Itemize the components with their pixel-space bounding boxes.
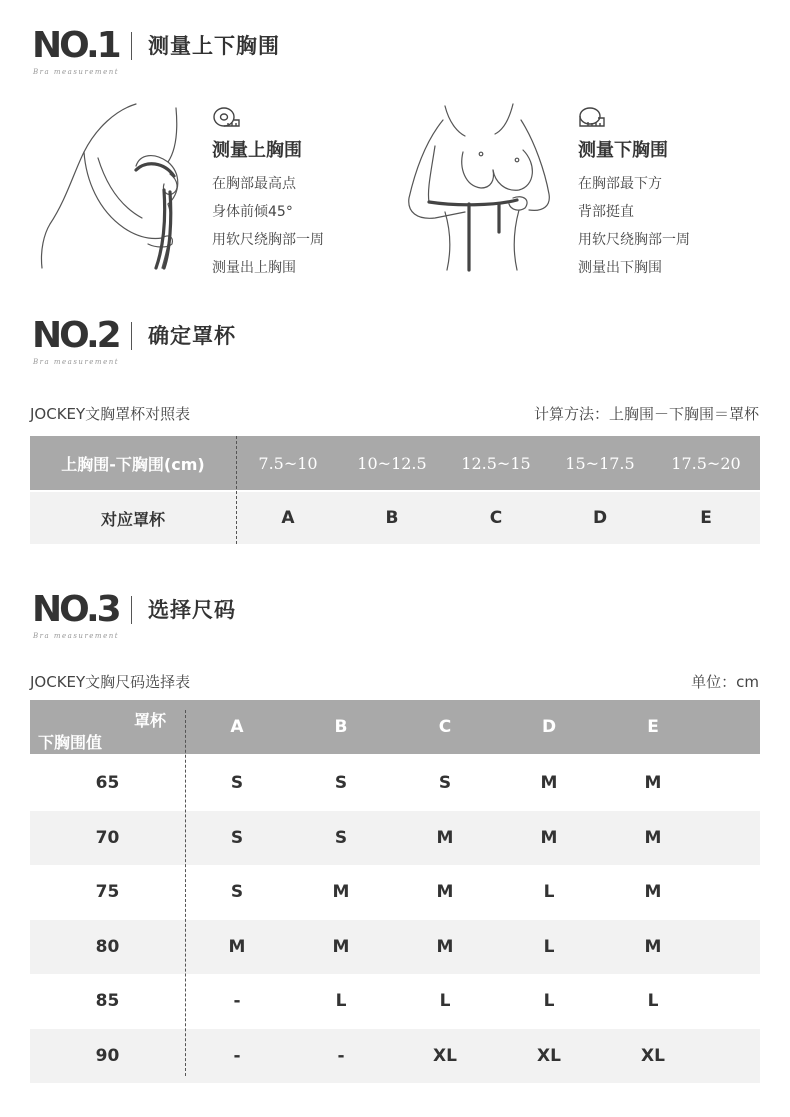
- size-cell: L: [439, 991, 451, 1011]
- size-table-caption: JOCKEY文胸尺码选择表: [30, 673, 191, 691]
- cup-column-header: E: [647, 717, 659, 737]
- section-number: NO.2: [32, 315, 119, 356]
- size-cell: L: [335, 991, 347, 1011]
- size-cell: M: [644, 827, 662, 848]
- size-table-row: [30, 1029, 760, 1083]
- size-cell: L: [543, 936, 555, 957]
- cup-column-header: C: [438, 717, 452, 737]
- band-value-cell: 75: [95, 882, 120, 902]
- section-number: NO.1: [32, 25, 119, 66]
- size-cell: XL: [433, 1045, 457, 1066]
- cup-cell: D: [592, 508, 608, 528]
- size-cell: L: [647, 991, 659, 1011]
- size-cell: M: [436, 827, 454, 848]
- cup-column-header: B: [334, 717, 348, 737]
- size-table-row: [30, 865, 760, 919]
- size-cell: M: [436, 882, 454, 902]
- cup-table-header-row: [30, 436, 760, 490]
- size-cell: S: [334, 773, 348, 793]
- band-value-cell: 65: [95, 773, 120, 793]
- size-cell: -: [337, 1045, 345, 1066]
- size-cell: M: [332, 882, 350, 902]
- cup-cell: B: [385, 508, 399, 528]
- size-table-divider: [185, 710, 186, 1076]
- size-cell: M: [644, 773, 662, 793]
- range-cell: 17.5~20: [671, 453, 741, 473]
- size-cell: M: [228, 936, 246, 957]
- section-3-header: [0, 588, 790, 668]
- size-table-unit: 单位：cm: [691, 673, 759, 691]
- cup-column-header: D: [541, 717, 557, 737]
- instruction-line: 测量出上胸围: [212, 260, 296, 276]
- size-cell: L: [543, 991, 555, 1011]
- cup-row-label: 对应罩杯: [100, 509, 165, 529]
- cup-cell: A: [281, 508, 295, 528]
- upper-bust-instructions: [212, 106, 324, 282]
- size-cell: S: [230, 882, 244, 902]
- cup-table-caption: JOCKEY文胸罩杯对照表: [30, 405, 191, 423]
- upper-bust-illustration: [36, 100, 186, 272]
- section-title: 确定罩杯: [148, 324, 236, 348]
- range-cell: 10~12.5: [357, 453, 427, 473]
- size-cell: XL: [537, 1045, 561, 1066]
- range-cell: 7.5~10: [258, 453, 318, 473]
- cup-header-label: 上胸围-下胸围(cm): [61, 454, 205, 474]
- size-table-row: [30, 974, 760, 1028]
- divider: [131, 596, 132, 624]
- section-number: NO.3: [32, 589, 119, 630]
- instruction-line: 用软尺绕胸部一周: [578, 232, 690, 248]
- size-cell: -: [233, 1045, 241, 1066]
- size-cell: -: [233, 991, 241, 1011]
- lower-bust-title: 测量下胸围: [578, 140, 668, 161]
- size-cell: M: [332, 936, 350, 957]
- band-value-cell: 85: [95, 991, 120, 1011]
- size-cell: S: [438, 773, 452, 793]
- tape-measure-icon: [578, 106, 608, 132]
- size-table-row: [30, 756, 760, 810]
- section-subtitle: Bra measurement: [33, 68, 120, 76]
- range-cell: 12.5~15: [461, 453, 531, 473]
- section-subtitle: Bra measurement: [33, 358, 120, 366]
- instruction-line: 在胸部最下方: [578, 176, 662, 192]
- lower-bust-instructions: [578, 106, 690, 282]
- range-cell: 15~17.5: [565, 453, 635, 473]
- size-cell: L: [543, 882, 555, 902]
- section-title: 选择尺码: [148, 598, 236, 622]
- cup-formula: 计算方法：上胸围－下胸围＝罩杯: [533, 405, 759, 423]
- divider: [131, 322, 132, 350]
- size-table-header-row: [30, 700, 760, 754]
- instruction-line: 身体前倾45°: [212, 204, 293, 220]
- lower-bust-illustration: [405, 102, 555, 272]
- cup-table-row: [30, 492, 760, 544]
- size-cell: M: [644, 936, 662, 957]
- size-cell: M: [540, 827, 558, 848]
- size-corner-cell: [30, 700, 185, 754]
- section-2-header: [0, 314, 790, 394]
- instruction-line: 背部挺直: [578, 204, 634, 220]
- instruction-line: 测量出下胸围: [578, 260, 662, 276]
- band-value-cell: 80: [95, 936, 120, 957]
- size-cell: S: [230, 773, 244, 793]
- upper-bust-title: 测量上胸围: [212, 140, 302, 161]
- corner-cup-label: 罩杯: [134, 711, 167, 730]
- size-table-row: [30, 811, 760, 865]
- tape-measure-icon: [212, 106, 242, 132]
- cup-table-divider: [236, 436, 237, 544]
- size-cell: M: [540, 773, 558, 793]
- band-value-cell: 90: [95, 1045, 120, 1066]
- cup-cell: E: [700, 508, 712, 528]
- size-cell: S: [230, 827, 244, 848]
- section-subtitle: Bra measurement: [33, 632, 120, 640]
- section-1-header: [0, 24, 790, 104]
- size-cell: M: [436, 936, 454, 957]
- cup-column-header: A: [230, 717, 244, 737]
- band-value-cell: 70: [95, 827, 120, 848]
- size-cell: M: [644, 882, 662, 902]
- size-cell: XL: [641, 1045, 665, 1066]
- instruction-line: 在胸部最高点: [212, 176, 296, 192]
- instruction-line: 用软尺绕胸部一周: [212, 232, 324, 248]
- divider: [131, 32, 132, 60]
- section-title: 测量上下胸围: [148, 34, 280, 58]
- corner-band-label: 下胸围值: [38, 733, 103, 752]
- cup-cell: C: [489, 508, 503, 528]
- size-table-row: [30, 920, 760, 974]
- size-cell: S: [334, 827, 348, 848]
